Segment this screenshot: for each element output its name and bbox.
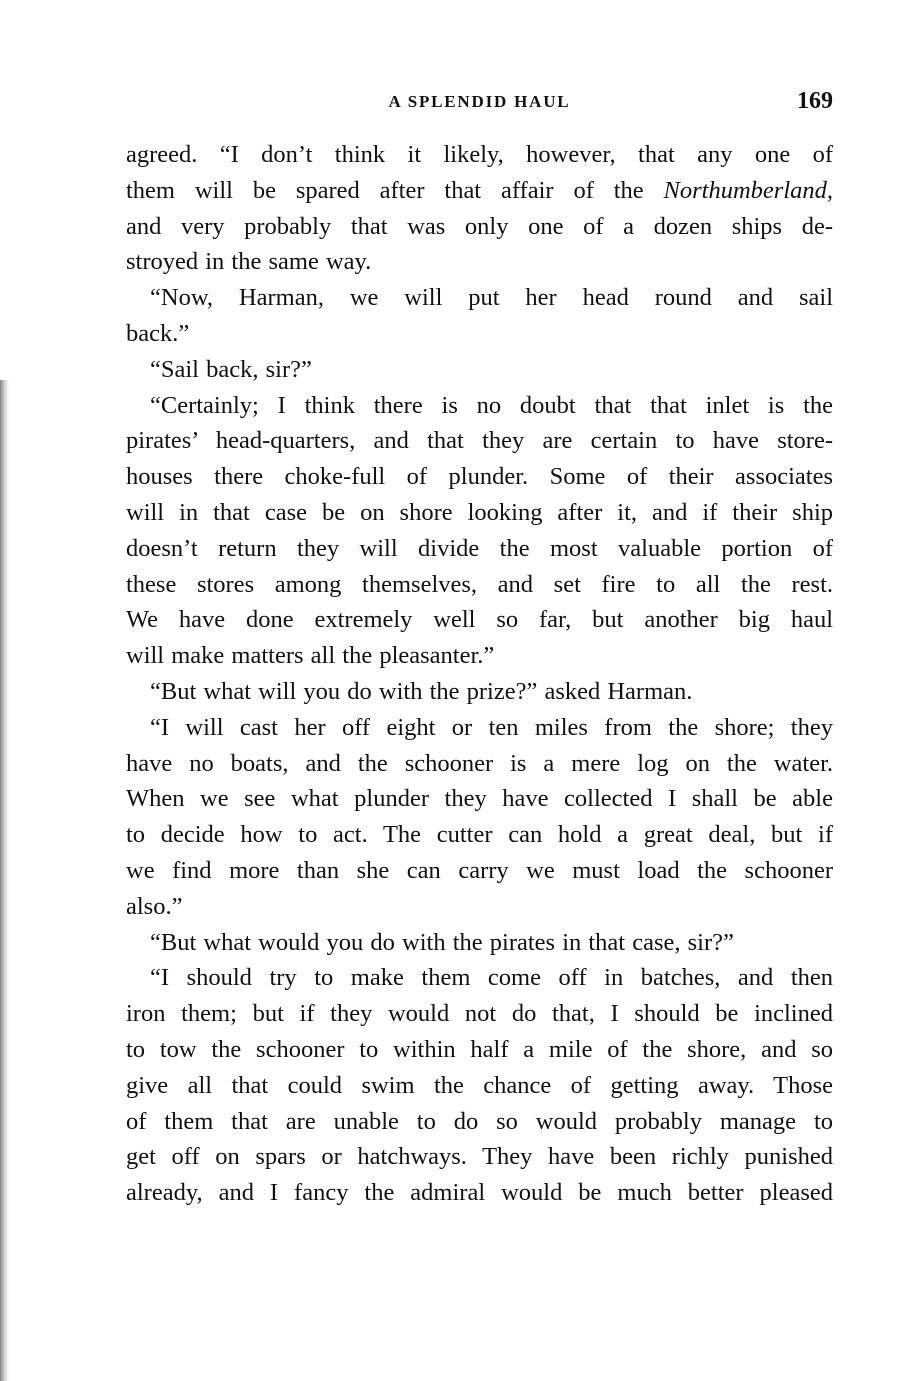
text-line: of them that are unable to do so would probably manage to (126, 1107, 833, 1135)
text-line: we find more than she can carry we must load the schooner (126, 856, 833, 884)
text-line: “But what would you do with the pirates in that case, sir?” (150, 928, 734, 956)
text-line: these stores among themselves, and set fire to all the rest. (126, 570, 833, 598)
text-line: “Now, Harman, we will put her head round and sail (150, 284, 833, 312)
text-line: “I will cast her off eight or ten miles from the shore; they (150, 713, 833, 741)
text-line: agreed. “I don’t think it likely, however, that any one of (126, 141, 833, 168)
text-segment: them will be spared after that affair of the (126, 176, 664, 204)
text-line: We have done extremely well so far, but another big haul (126, 606, 833, 634)
text-line: “I should try to make them come off in batches, and then (150, 964, 833, 992)
text-line: already, and I fancy the admiral would be much better pleased (126, 1179, 833, 1207)
running-title: A SPLENDID HAUL (388, 92, 571, 111)
text-line: doesn’t return they will divide the most valuable portion of (126, 534, 833, 562)
page-number: 169 (797, 88, 833, 114)
text-line: “But what will you do with the prize?” asked Harman. (150, 677, 693, 705)
text-line: When we see what plunder they have collected I shall be able (126, 785, 833, 813)
text-line: will in that case be on shore looking after it, and if their ship (126, 498, 833, 526)
text-line: iron them; but if they would not do that, I should be inclined (126, 1000, 833, 1028)
text-line: also.” (126, 892, 183, 920)
text-line: get off on spars or hatchways. They have been richly punished (126, 1143, 833, 1171)
text-line: will make matters all the pleasanter.” (126, 642, 495, 670)
text-line: have no boats, and the schooner is a mere log on the water. (126, 749, 833, 777)
text-line: give all that could swim the chance of getting away. Those (126, 1071, 833, 1099)
text-line: “Certainly; I think there is no doubt that that inlet is the (150, 391, 833, 419)
binding-gutter-shadow (0, 380, 9, 1381)
text-line: back.” (126, 319, 190, 347)
ship-name-italic: Northumberland, (663, 176, 833, 204)
body-text (126, 137, 833, 1211)
text-line: and very probably that was only one of a dozen ships de- (126, 212, 833, 240)
running-head (126, 88, 833, 118)
text-line (126, 173, 833, 209)
text-line: to tow the schooner to within half a mile of the shore, and so (126, 1035, 833, 1063)
text-line: houses there choke-full of plunder. Some of their associates (126, 463, 833, 491)
text-line: to decide how to act. The cutter can hold a great deal, but if (126, 821, 833, 849)
text-line: “Sail back, sir?” (150, 355, 312, 383)
text-line: pirates’ head-quarters, and that they are certain to have store- (126, 427, 833, 455)
text-line: stroyed in the same way. (126, 248, 372, 276)
